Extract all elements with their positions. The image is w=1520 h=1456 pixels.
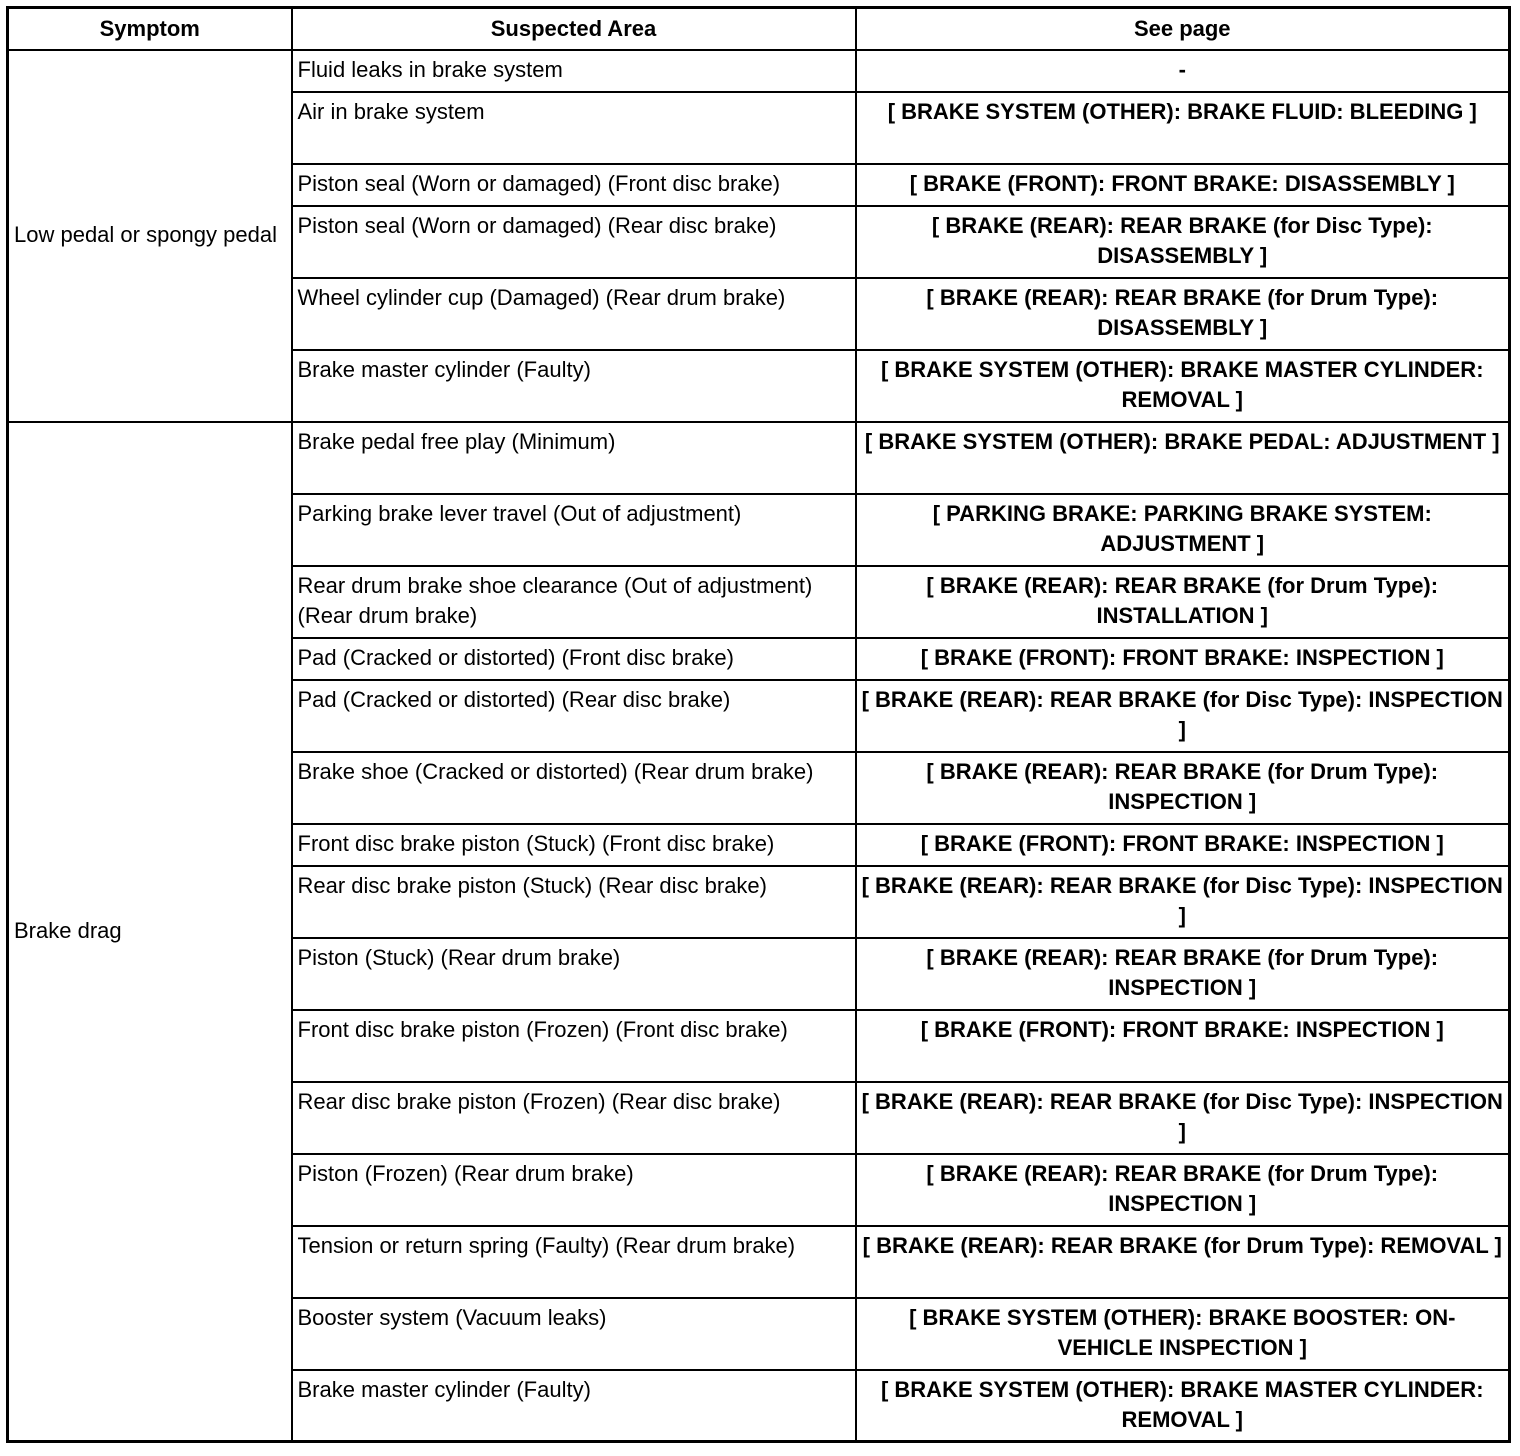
suspected-area-cell: Rear disc brake piston (Stuck) (Rear disc brake): [292, 866, 856, 938]
see-page-cell: [ BRAKE (FRONT): FRONT BRAKE: INSPECTION ]: [856, 1010, 1510, 1082]
suspected-area-cell: Front disc brake piston (Frozen) (Front disc brake): [292, 1010, 856, 1082]
see-page-cell: [ BRAKE (FRONT): FRONT BRAKE: DISASSEMBLY ]: [856, 164, 1510, 206]
troubleshooting-table-wrapper: [6, 6, 1511, 1443]
suspected-area-cell: Parking brake lever travel (Out of adjustment): [292, 494, 856, 566]
suspected-area-cell: Brake shoe (Cracked or distorted) (Rear drum brake): [292, 752, 856, 824]
see-page-cell: [ BRAKE (REAR): REAR BRAKE (for Drum Type): DISASSEMBLY ]: [856, 278, 1510, 350]
suspected-area-cell: Piston (Stuck) (Rear drum brake): [292, 938, 856, 1010]
suspected-area-cell: Booster system (Vacuum leaks): [292, 1298, 856, 1370]
see-page-cell: [ BRAKE SYSTEM (OTHER): BRAKE MASTER CYLINDER: REMOVAL ]: [856, 350, 1510, 422]
suspected-area-cell: Front disc brake piston (Stuck) (Front disc brake): [292, 824, 856, 866]
header-row: [8, 8, 1510, 50]
suspected-area-cell: Brake master cylinder (Faulty): [292, 350, 856, 422]
see-page-cell: [ BRAKE (REAR): REAR BRAKE (for Disc Type): INSPECTION ]: [856, 1082, 1510, 1154]
suspected-area-cell: Pad (Cracked or distorted) (Rear disc brake): [292, 680, 856, 752]
suspected-area-cell: Brake pedal free play (Minimum): [292, 422, 856, 494]
suspected-area-cell: Pad (Cracked or distorted) (Front disc brake): [292, 638, 856, 680]
table-row: [8, 50, 1510, 92]
see-page-cell: [ BRAKE (REAR): REAR BRAKE (for Disc Type): INSPECTION ]: [856, 866, 1510, 938]
symptom-cell: Brake drag: [8, 422, 292, 1442]
see-page-cell: [ BRAKE SYSTEM (OTHER): BRAKE MASTER CYLINDER: REMOVAL ]: [856, 1370, 1510, 1442]
suspected-area-cell: Fluid leaks in brake system: [292, 50, 856, 92]
see-page-cell: [ BRAKE (REAR): REAR BRAKE (for Drum Type): INSTALLATION ]: [856, 566, 1510, 638]
see-page-cell: [ BRAKE (FRONT): FRONT BRAKE: INSPECTION ]: [856, 638, 1510, 680]
see-page-cell: -: [856, 50, 1510, 92]
see-page-cell: [ BRAKE (REAR): REAR BRAKE (for Drum Type): INSPECTION ]: [856, 1154, 1510, 1226]
suspected-area-cell: Rear disc brake piston (Frozen) (Rear disc brake): [292, 1082, 856, 1154]
suspected-area-cell: Wheel cylinder cup (Damaged) (Rear drum brake): [292, 278, 856, 350]
suspected-area-cell: Air in brake system: [292, 92, 856, 164]
suspected-area-cell: Rear drum brake shoe clearance (Out of adjustment) (Rear drum brake): [292, 566, 856, 638]
see-page-cell: [ BRAKE (REAR): REAR BRAKE (for Drum Type): INSPECTION ]: [856, 938, 1510, 1010]
see-page-cell: [ BRAKE (REAR): REAR BRAKE (for Drum Type): REMOVAL ]: [856, 1226, 1510, 1298]
suspected-area-cell: Tension or return spring (Faulty) (Rear drum brake): [292, 1226, 856, 1298]
suspected-area-cell: Piston seal (Worn or damaged) (Front disc brake): [292, 164, 856, 206]
suspected-area-cell: Piston (Frozen) (Rear drum brake): [292, 1154, 856, 1226]
see-page-cell: [ BRAKE (REAR): REAR BRAKE (for Disc Type): INSPECTION ]: [856, 680, 1510, 752]
symptom-cell: Low pedal or spongy pedal: [8, 50, 292, 422]
troubleshooting-table: [6, 6, 1511, 1443]
see-page-cell: [ BRAKE (REAR): REAR BRAKE (for Disc Type): DISASSEMBLY ]: [856, 206, 1510, 278]
suspected-area-cell: Piston seal (Worn or damaged) (Rear disc brake): [292, 206, 856, 278]
see-page-cell: [ BRAKE (FRONT): FRONT BRAKE: INSPECTION ]: [856, 824, 1510, 866]
header-suspected-area: Suspected Area: [292, 8, 856, 50]
see-page-cell: [ BRAKE (REAR): REAR BRAKE (for Drum Type): INSPECTION ]: [856, 752, 1510, 824]
see-page-cell: [ PARKING BRAKE: PARKING BRAKE SYSTEM: ADJUSTMENT ]: [856, 494, 1510, 566]
see-page-cell: [ BRAKE SYSTEM (OTHER): BRAKE PEDAL: ADJUSTMENT ]: [856, 422, 1510, 494]
suspected-area-cell: Brake master cylinder (Faulty): [292, 1370, 856, 1442]
header-symptom: Symptom: [8, 8, 292, 50]
header-see-page: See page: [856, 8, 1510, 50]
table-row: [8, 422, 1510, 494]
see-page-cell: [ BRAKE SYSTEM (OTHER): BRAKE BOOSTER: ON-VEHICLE INSPECTION ]: [856, 1298, 1510, 1370]
see-page-cell: [ BRAKE SYSTEM (OTHER): BRAKE FLUID: BLEEDING ]: [856, 92, 1510, 164]
